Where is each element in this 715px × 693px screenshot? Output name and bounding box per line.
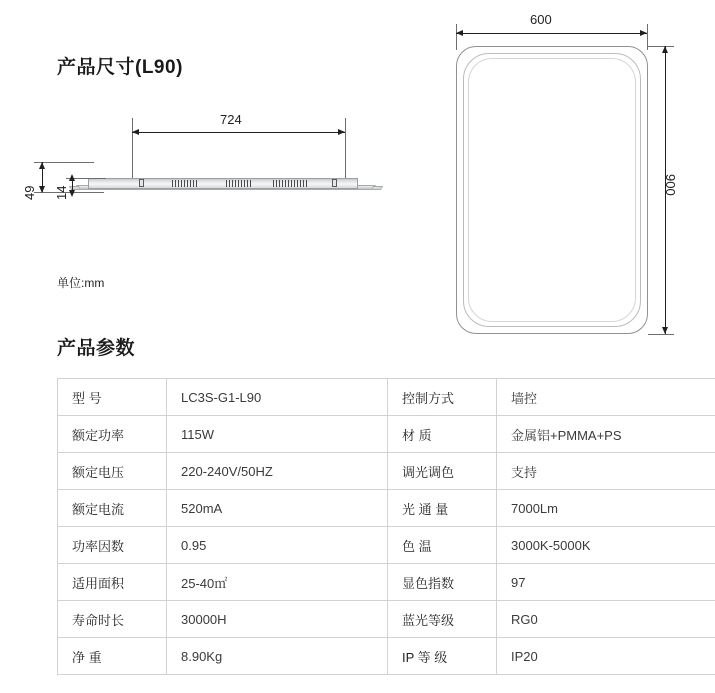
mount-clip-left (139, 179, 144, 187)
arrow-up-14 (69, 174, 75, 181)
arrow-down-fv-height (662, 327, 668, 334)
arrow-down-49 (39, 186, 45, 193)
param-value: 金属铝+PMMA+PS (497, 416, 715, 453)
table-row (58, 416, 715, 453)
param-key: 光 通 量 (388, 490, 497, 527)
table-row (58, 601, 715, 638)
table-row (58, 490, 715, 527)
param-key: 显色指数 (388, 564, 497, 601)
param-key: 功率因数 (58, 527, 167, 564)
vent-hatch-3 (273, 180, 309, 187)
param-key: 适用面积 (58, 564, 167, 601)
param-key: IP 等 级 (388, 638, 497, 675)
arrow-up-fv-height (662, 46, 668, 53)
table-row (58, 638, 715, 675)
param-key: 寿命时长 (58, 601, 167, 638)
param-value: 520mA (167, 490, 388, 527)
panel-body (88, 178, 358, 189)
dim-line-fv-width (456, 33, 647, 34)
ext-line-right (345, 118, 346, 184)
fixture-inner-outline-2 (468, 58, 636, 322)
param-value: 25-40㎡ (167, 564, 388, 601)
param-value: 8.90Kg (167, 638, 388, 675)
ext-line-fv-bottom (648, 334, 674, 335)
ext-line-fv-top (648, 46, 674, 47)
vent-hatch-2 (226, 180, 252, 187)
arrow-up-49 (39, 162, 45, 169)
param-key: 材 质 (388, 416, 497, 453)
ext-line-left (132, 118, 133, 184)
parameter-table (57, 378, 715, 675)
param-value: 115W (167, 416, 388, 453)
ext-line-fv-left (456, 24, 457, 50)
param-value: 7000Lm (497, 490, 715, 527)
param-key: 控制方式 (388, 379, 497, 416)
param-value: 3000K-5000K (497, 527, 715, 564)
param-value: LC3S-G1-L90 (167, 379, 388, 416)
param-value: 97 (497, 564, 715, 601)
arrow-right-fv-width (640, 30, 647, 36)
param-key: 额定电压 (58, 453, 167, 490)
front-view-drawing (420, 8, 705, 338)
dim-label-width: 724 (220, 112, 242, 127)
parameter-table-body (58, 379, 715, 675)
unit-note: 单位:mm (57, 276, 105, 290)
table-row (58, 527, 715, 564)
param-key: 蓝光等级 (388, 601, 497, 638)
arrow-left-fv-width (456, 30, 463, 36)
param-value: 0.95 (167, 527, 388, 564)
table-row (58, 564, 715, 601)
side-view-drawing (20, 100, 400, 300)
vent-hatch-1 (172, 180, 198, 187)
arrow-left-width (132, 129, 139, 135)
panel-edge-right (371, 186, 383, 190)
param-value: RG0 (497, 601, 715, 638)
param-value: 30000H (167, 601, 388, 638)
param-key: 额定功率 (58, 416, 167, 453)
table-row (58, 379, 715, 416)
param-key: 净 重 (58, 638, 167, 675)
param-value: IP20 (497, 638, 715, 675)
mount-clip-right (332, 179, 337, 187)
dim-label-fv-height: 900 (663, 174, 678, 196)
param-key: 型 号 (58, 379, 167, 416)
param-key: 调光调色 (388, 453, 497, 490)
page-title-parameters: 产品参数 (57, 338, 136, 359)
param-value: 支持 (497, 453, 715, 490)
dim-line-width (132, 132, 345, 133)
dim-label-fv-width: 600 (530, 12, 552, 27)
arrow-right-width (338, 129, 345, 135)
arrow-down-14 (69, 190, 75, 197)
dim-label-49: 49 (22, 185, 37, 200)
param-key: 色 温 (388, 527, 497, 564)
dim-label-14: 14 (54, 185, 69, 200)
param-value: 墙控 (497, 379, 715, 416)
param-value: 220-240V/50HZ (167, 453, 388, 490)
param-key: 额定电流 (58, 490, 167, 527)
table-row (58, 453, 715, 490)
page-title-dimensions: 产品尺寸(L90) (57, 57, 183, 78)
